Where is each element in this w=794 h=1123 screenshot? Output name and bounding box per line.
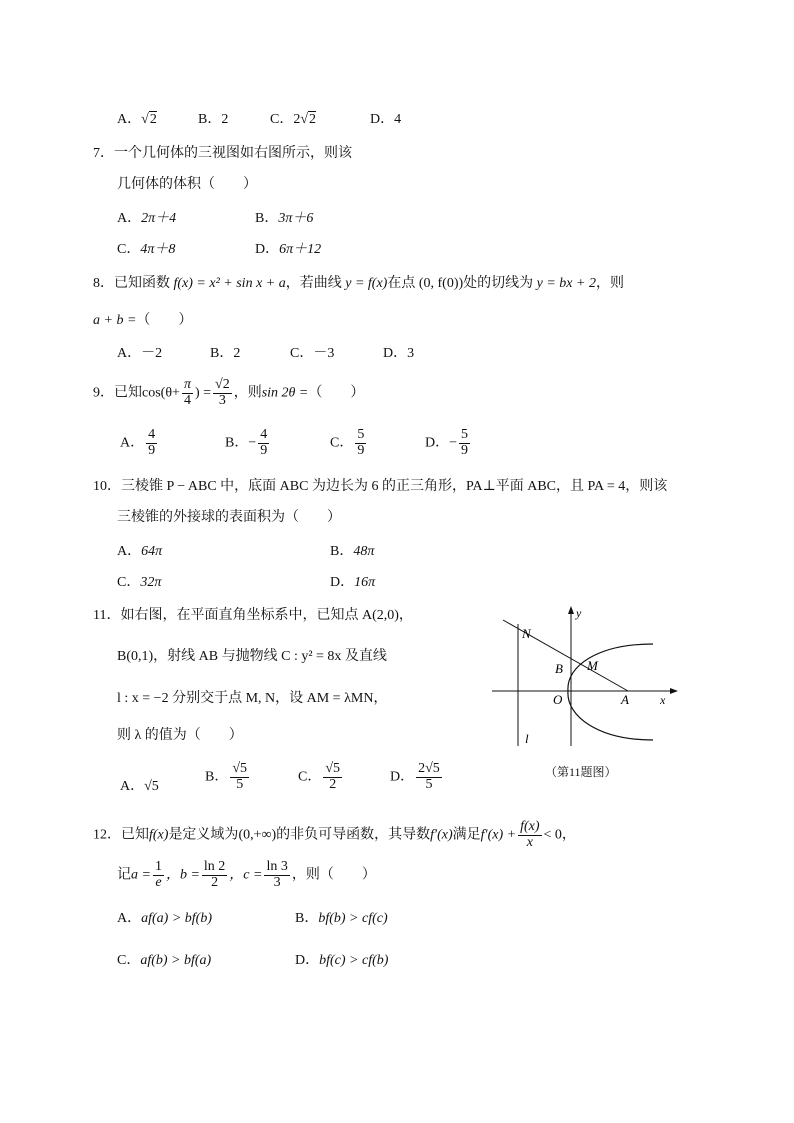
q6-option-b: B．2 [198,112,229,127]
q11-text-line2: B(0,1)，射线 AB 与抛物线 C : y² = 8x 及直线 [117,649,387,664]
label-n: N [522,626,531,641]
q10-option-b: B．48π [330,544,375,559]
pi-over-4: $\frac{\pi}{4}$ [183,377,191,408]
q6-option-d: D．4 [370,112,402,127]
sqrt2-over-3: $\frac{√2}{3}$ [215,377,230,408]
sqrt2: √2 [141,112,157,127]
q10-text-line2: 三棱锥的外接球的表面积为（ ） [117,510,341,525]
q7-option-a: A．2π＋4 [117,211,177,226]
q9-option-c: C． $\frac{5}{9}$ [330,427,365,458]
q6-option-a: A．√2 [117,112,157,127]
label-b: B [555,661,563,676]
label-l: l [525,731,529,746]
q12-option-d: D．bf(c) > cf(b) [295,953,389,968]
q7-option-d: D．6π＋12 [255,242,322,257]
q12-text-line1: 12．已知f(x)是定义域为(0,+∞)的非负可导函数，其导数f′(x)满足f′(x) + $\frac{f(x)}{x}$ < 0， [93,819,576,850]
figure-caption: （第11题图） [545,765,617,779]
q7-text-line1: 7．一个几何体的三视图如右图所示，则该 [93,146,352,161]
q11-text-line1: 11．如右图，在平面直角坐标系中，已知点 A(2,0)， [93,608,413,623]
q7-text-line2: 几何体的体积（ ） [117,177,257,192]
q12-text-line2: 记a = $\frac{1}{e}$ ，b = $\frac{\ln 2}{2}$ ，c = $\frac{\ln 3}{3}$ ，则（ ） [117,859,376,890]
q9-text-line1: 9．已知cos(θ+ $\frac{\pi}{4}$ ) = $\frac{√2}{3}$ ，则sin 2θ =（ ） [93,377,365,408]
q7-option-c: C．4π＋8 [117,242,176,257]
q8-option-d: D．3 [383,346,415,361]
q10-option-a: A．64π [117,544,163,559]
q11-text-line4: 则 λ 的值为（ ） [117,728,243,743]
label-a: A [621,692,629,707]
q11-option-c: C． $\frac{√5}{2}$ [298,761,341,792]
x-axis-arrow [670,688,678,694]
label-x: x [660,693,666,707]
q10-option-d: D．16π [330,575,376,590]
q9-option-d: D．− $\frac{5}{9}$ [425,427,469,458]
label-o: O [553,692,563,707]
q11-text-line3: l : x = −2 分别交于点 M, N，设 AM = λMN， [117,691,388,706]
q10-option-c: C．32π [117,575,162,590]
q11-option-a: A．√5 [120,779,159,794]
q8-text-line2: a + b =（ ） [93,313,193,328]
q11-option-b: B． $\frac{√5}{5}$ [205,761,248,792]
q7-option-b: B．3π＋6 [255,211,314,226]
q12-option-b: B．bf(b) > cf(c) [295,911,388,926]
parabola-c [568,644,653,740]
q8-option-c: C．－3 [290,346,335,361]
y-axis-arrow [568,606,574,614]
q12-option-c: C．af(b) > bf(a) [117,953,212,968]
q11-option-d: D． $\frac{2√5}{5}$ [390,761,440,792]
label-m: M [587,658,598,673]
q9-option-b: B．− $\frac{4}{9}$ [225,427,268,458]
q9-option-a: A． $\frac{4}{9}$ [120,427,156,458]
q6-option-c: C．2√2 [270,112,317,127]
q8-text-line1: 8．已知函数 f(x) = x² + sin x + a，若曲线 y = f(x)在点 (0, f(0))处的切线为 y = bx + 2，则 [93,276,624,291]
q10-text-line1: 10．三棱锥 P − ABC 中，底面 ABC 为边长为 6 的正三角形，PA⊥平面 ABC，且 PA = 4，则该 [93,479,668,494]
q8-option-b: B．2 [210,346,241,361]
label-y: y [576,606,582,620]
q8-option-a: A．－2 [117,346,163,361]
q12-option-a: A．af(a) > bf(b) [117,911,212,926]
q11-figure [488,600,684,750]
